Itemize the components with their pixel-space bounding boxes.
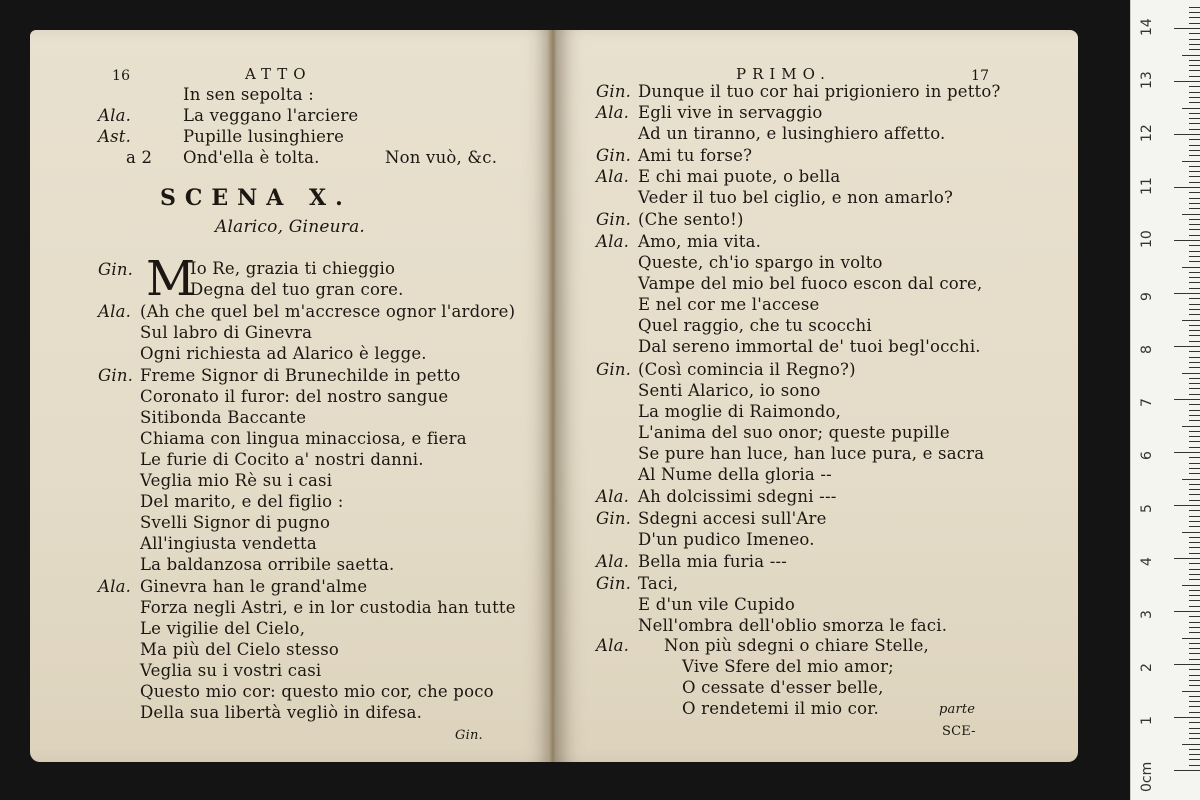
text-line: E nel cor me l'accese (638, 295, 820, 314)
text-line: In sen sepolta : (183, 85, 314, 104)
text-line: Sdegni accesi sull'Are (638, 509, 827, 528)
ruler-label: 0cm (1139, 761, 1155, 792)
ruler-tick (1174, 187, 1200, 188)
ruler-tick (1189, 569, 1200, 570)
ruler-tick (1189, 484, 1200, 485)
ruler-tick (1174, 293, 1200, 294)
text-line: Dunque il tuo cor hai prigioniero in petto? (638, 82, 1001, 101)
ruler-tick (1189, 468, 1200, 469)
ruler-tick (1182, 267, 1200, 268)
ruler-tick (1189, 579, 1200, 580)
speaker-label: Gin. (596, 82, 632, 101)
text-line: Taci, (638, 574, 679, 593)
ruler-tick (1189, 245, 1200, 246)
text-line-tail: Non vuò, &c. (385, 148, 498, 167)
ruler-tick (1189, 192, 1200, 193)
ruler-tick (1189, 282, 1200, 283)
text-line: Ad un tiranno, e lusinghiero affetto. (638, 124, 946, 143)
ruler-tick (1189, 410, 1200, 411)
ruler-tick (1189, 489, 1200, 490)
measuring-ruler (1130, 0, 1200, 800)
ruler-tick (1189, 224, 1200, 225)
text-line: Pupille lusinghiere (183, 127, 345, 146)
ruler-tick (1189, 648, 1200, 649)
ruler-tick (1174, 505, 1200, 506)
left-running-head: ATTO (245, 65, 312, 83)
ruler-tick (1189, 251, 1200, 252)
ruler-tick (1189, 33, 1200, 34)
ruler-tick (1189, 563, 1200, 564)
text-line: Ogni richiesta ad Alarico è legge. (140, 344, 427, 363)
ruler-tick (1174, 134, 1200, 135)
speaker-label: Ala. (596, 103, 630, 122)
text-line: E d'un vile Cupido (638, 595, 795, 614)
ruler-tick (1189, 277, 1200, 278)
ruler-tick (1174, 558, 1200, 559)
ruler-tick (1174, 81, 1200, 82)
ruler-tick (1189, 139, 1200, 140)
text-line: D'un pudico Imeneo. (638, 530, 815, 549)
ruler-tick (1189, 219, 1200, 220)
text-line: O rendetemi il mio cor. (682, 699, 879, 718)
text-line: La moglie di Raimondo, (638, 402, 842, 421)
ruler-tick (1182, 744, 1200, 745)
speaker-label: a 2 (126, 148, 153, 167)
ruler-label: 11 (1139, 177, 1155, 195)
ruler-tick (1189, 441, 1200, 442)
ruler-tick (1189, 754, 1200, 755)
stage-direction: parte (939, 702, 976, 717)
ruler-tick (1189, 123, 1200, 124)
ruler-tick (1189, 118, 1200, 119)
ruler-label: 13 (1139, 71, 1155, 89)
ruler-tick (1189, 44, 1200, 45)
text-line: Queste, ch'io spargo in volto (638, 253, 883, 272)
ruler-tick (1174, 28, 1200, 29)
right-catchword: SCE- (942, 724, 976, 739)
text-line: E chi mai puote, o bella (638, 167, 841, 186)
text-line: Al Nume della gloria -- (638, 465, 832, 484)
ruler-tick (1189, 335, 1200, 336)
ruler-tick (1189, 521, 1200, 522)
text-line: Nell'ombra dell'oblio smorza le faci. (638, 616, 948, 635)
text-line: Forza negli Astri, e in lor custodia han tutte (140, 598, 516, 617)
ruler-tick (1189, 500, 1200, 501)
ruler-tick (1189, 457, 1200, 458)
text-line: Questo mio cor: questo mio cor, che poco (140, 682, 494, 701)
ruler-tick (1189, 39, 1200, 40)
ruler-tick (1189, 198, 1200, 199)
ruler-tick (1182, 55, 1200, 56)
ruler-label: 7 (1139, 398, 1155, 407)
ruler-tick (1189, 17, 1200, 18)
text-line: All'ingiusta vendetta (140, 534, 317, 553)
ruler-tick (1189, 171, 1200, 172)
ruler-tick (1189, 463, 1200, 464)
text-line: Le vigilie del Cielo, (140, 619, 306, 638)
text-line: Del marito, e del figlio : (140, 492, 344, 511)
ruler-tick (1182, 373, 1200, 374)
ruler-tick (1189, 733, 1200, 734)
text-line: Degna del tuo gran core. (190, 280, 404, 299)
ruler-tick (1189, 388, 1200, 389)
speaker-label: Gin. (596, 509, 632, 528)
ruler-tick (1189, 653, 1200, 654)
text-line: Ami tu forse? (638, 146, 753, 165)
ruler-tick (1189, 65, 1200, 66)
speaker-label: Gin. (596, 574, 632, 593)
speaker-label: Gin. (596, 360, 632, 379)
ruler-tick (1189, 155, 1200, 156)
ruler-tick (1189, 722, 1200, 723)
speaker-label: Ala. (596, 232, 630, 251)
ruler-tick (1189, 97, 1200, 98)
ruler-tick (1189, 182, 1200, 183)
ruler-tick (1174, 664, 1200, 665)
text-line: Egli vive in servaggio (638, 103, 823, 122)
ruler-tick (1174, 611, 1200, 612)
ruler-tick (1189, 494, 1200, 495)
ruler-tick (1189, 415, 1200, 416)
ruler-tick (1189, 537, 1200, 538)
text-line: Ah dolcissimi sdegni --- (638, 487, 837, 506)
ruler-tick (1189, 150, 1200, 151)
left-page-number: 16 (112, 68, 131, 84)
speaker-label: Ala. (98, 577, 132, 596)
ruler-tick (1189, 643, 1200, 644)
text-line: Veglia mio Rè su i casi (140, 471, 333, 490)
ruler-tick (1189, 129, 1200, 130)
ruler-tick (1189, 314, 1200, 315)
ruler-tick (1189, 759, 1200, 760)
ruler-tick (1189, 378, 1200, 379)
text-line: Quel raggio, che tu scocchi (638, 316, 872, 335)
ruler-tick (1189, 706, 1200, 707)
ruler-tick (1189, 7, 1200, 8)
speaker-label: Gin. (98, 366, 134, 385)
ruler-tick (1189, 176, 1200, 177)
speaker-label: Gin. (98, 260, 134, 279)
ruler-tick (1189, 70, 1200, 71)
ruler-tick (1182, 585, 1200, 586)
ruler-tick (1189, 616, 1200, 617)
right-running-head: PRIMO. (736, 65, 831, 83)
text-line: Sitibonda Baccante (140, 408, 307, 427)
text-line: Ginevra han le grand'alme (140, 577, 368, 596)
ruler-tick (1182, 532, 1200, 533)
ruler-tick (1189, 229, 1200, 230)
text-line: La veggano l'arciere (183, 106, 359, 125)
ruler-tick (1189, 208, 1200, 209)
ruler-tick (1189, 680, 1200, 681)
text-line: Non più sdegni o chiare Stelle, (664, 636, 929, 655)
ruler-tick (1174, 399, 1200, 400)
ruler-label: 5 (1139, 504, 1155, 513)
speaker-label: Ala. (98, 302, 132, 321)
left-catchword: Gin. (455, 728, 483, 743)
ruler-tick (1189, 49, 1200, 50)
ruler-tick (1189, 712, 1200, 713)
ruler-tick (1189, 728, 1200, 729)
ruler-tick (1189, 23, 1200, 24)
ruler-tick (1189, 595, 1200, 596)
ruler-tick (1182, 691, 1200, 692)
ruler-tick (1174, 346, 1200, 347)
ruler-tick (1189, 357, 1200, 358)
ruler-tick (1189, 309, 1200, 310)
text-line: Dal sereno immortal de' tuoi begl'occhi. (638, 337, 981, 356)
ruler-tick (1189, 330, 1200, 331)
speaker-label: Ala. (596, 167, 630, 186)
ruler-label: 4 (1139, 557, 1155, 566)
ruler-tick (1174, 452, 1200, 453)
text-line: Io Re, grazia ti chieggio (190, 259, 396, 278)
ruler-tick (1189, 76, 1200, 77)
ruler-tick (1189, 362, 1200, 363)
ruler-tick (1189, 394, 1200, 395)
text-line: Vampe del mio bel fuoco escon dal core, (638, 274, 983, 293)
text-line: Freme Signor di Brunechilde in petto (140, 366, 461, 385)
right-page-number: 17 (971, 68, 990, 84)
ruler-tick (1182, 320, 1200, 321)
ruler-tick (1174, 240, 1200, 241)
text-line: Amo, mia vita. (638, 232, 762, 251)
ruler-tick (1189, 547, 1200, 548)
speaker-label: Ala. (596, 552, 630, 571)
ruler-tick (1189, 325, 1200, 326)
ruler-tick (1189, 383, 1200, 384)
text-line: Svelli Signor di pugno (140, 513, 331, 532)
ruler-tick (1182, 479, 1200, 480)
text-line: Le furie di Cocito a' nostri danni. (140, 450, 424, 469)
ruler-tick (1189, 145, 1200, 146)
ruler-tick (1189, 516, 1200, 517)
ruler-label: 2 (1139, 663, 1155, 672)
ruler-tick (1189, 606, 1200, 607)
ruler-label: 14 (1139, 18, 1155, 36)
ruler-tick (1182, 426, 1200, 427)
ruler-tick (1189, 288, 1200, 289)
ruler-tick (1189, 542, 1200, 543)
ruler-tick (1189, 235, 1200, 236)
ruler-label: 12 (1139, 124, 1155, 142)
right-page (556, 30, 1078, 762)
text-line: Della sua libertà vegliò in difesa. (140, 703, 423, 722)
text-line: Vive Sfere del mio amor; (682, 657, 894, 676)
text-line: Veder il tuo bel ciglio, e non amarlo? (638, 188, 954, 207)
text-line: O cessate d'esser belle, (682, 678, 884, 697)
ruler-tick (1182, 638, 1200, 639)
ruler-tick (1189, 510, 1200, 511)
text-line: L'anima del suo onor; queste pupille (638, 423, 950, 442)
ruler-tick (1189, 203, 1200, 204)
text-line: (Così comincia il Regno?) (638, 360, 856, 379)
text-line: Sul labro di Ginevra (140, 323, 313, 342)
ruler-tick (1189, 256, 1200, 257)
ruler-tick (1189, 431, 1200, 432)
ruler-tick (1189, 738, 1200, 739)
ruler-tick (1189, 526, 1200, 527)
ruler-tick (1189, 304, 1200, 305)
ruler-tick (1189, 60, 1200, 61)
ruler-tick (1182, 214, 1200, 215)
ruler-tick (1182, 161, 1200, 162)
ruler-tick (1189, 701, 1200, 702)
ruler-tick (1189, 632, 1200, 633)
ruler-tick (1174, 770, 1200, 771)
ruler-tick (1189, 627, 1200, 628)
speaker-label: Ala. (596, 636, 630, 655)
speaker-label: Ast. (98, 127, 132, 146)
text-line: Senti Alarico, io sono (638, 381, 821, 400)
scene-persons: Alarico, Gineura. (215, 217, 366, 237)
ruler-tick (1189, 420, 1200, 421)
ruler-tick (1182, 108, 1200, 109)
ruler-label: 6 (1139, 451, 1155, 460)
text-line: (Ah che quel bel m'accresce ognor l'ardore) (140, 302, 516, 321)
ruler-tick (1189, 298, 1200, 299)
left-page (30, 30, 552, 762)
ruler-tick (1189, 367, 1200, 368)
ruler-tick (1189, 351, 1200, 352)
ruler-tick (1189, 600, 1200, 601)
ruler-tick (1189, 622, 1200, 623)
ruler-tick (1189, 341, 1200, 342)
ruler-tick (1189, 272, 1200, 273)
text-line: Ond'ella è tolta. (183, 148, 320, 167)
drop-cap: M (146, 251, 196, 307)
text-line: La baldanzosa orribile saetta. (140, 555, 395, 574)
scene-title: SCENA X. (160, 185, 352, 211)
ruler-tick (1189, 696, 1200, 697)
speaker-label: Gin. (596, 210, 632, 229)
ruler-tick (1189, 102, 1200, 103)
ruler-tick (1189, 675, 1200, 676)
ruler-label: 8 (1139, 345, 1155, 354)
text-line: Chiama con lingua minacciosa, e fiera (140, 429, 467, 448)
ruler-tick (1189, 261, 1200, 262)
ruler-tick (1189, 166, 1200, 167)
ruler-tick (1189, 447, 1200, 448)
ruler-tick (1189, 749, 1200, 750)
ruler-tick (1189, 12, 1200, 13)
ruler-tick (1189, 765, 1200, 766)
ruler-tick (1189, 473, 1200, 474)
ruler-tick (1189, 113, 1200, 114)
text-line: (Che sento!) (638, 210, 744, 229)
ruler-tick (1189, 404, 1200, 405)
speaker-label: Ala. (596, 487, 630, 506)
ruler-label: 3 (1139, 610, 1155, 619)
text-line: Bella mia furia --- (638, 552, 788, 571)
text-line: Ma più del Cielo stesso (140, 640, 339, 659)
ruler-tick (1189, 659, 1200, 660)
ruler-tick (1189, 574, 1200, 575)
speaker-label: Gin. (596, 146, 632, 165)
ruler-tick (1189, 436, 1200, 437)
ruler-tick (1189, 553, 1200, 554)
ruler-tick (1189, 86, 1200, 87)
text-line: Se pure han luce, han luce pura, e sacra (638, 444, 985, 463)
ruler-tick (1189, 92, 1200, 93)
ruler-label: 10 (1139, 230, 1155, 248)
speaker-label: Ala. (98, 106, 132, 125)
text-line: Veglia su i vostri casi (140, 661, 322, 680)
ruler-label: 1 (1139, 716, 1155, 725)
ruler-tick (1189, 590, 1200, 591)
text-line: Coronato il furor: del nostro sangue (140, 387, 449, 406)
ruler-tick (1189, 685, 1200, 686)
ruler-tick (1189, 669, 1200, 670)
ruler-tick (1174, 717, 1200, 718)
ruler-label: 9 (1139, 292, 1155, 301)
